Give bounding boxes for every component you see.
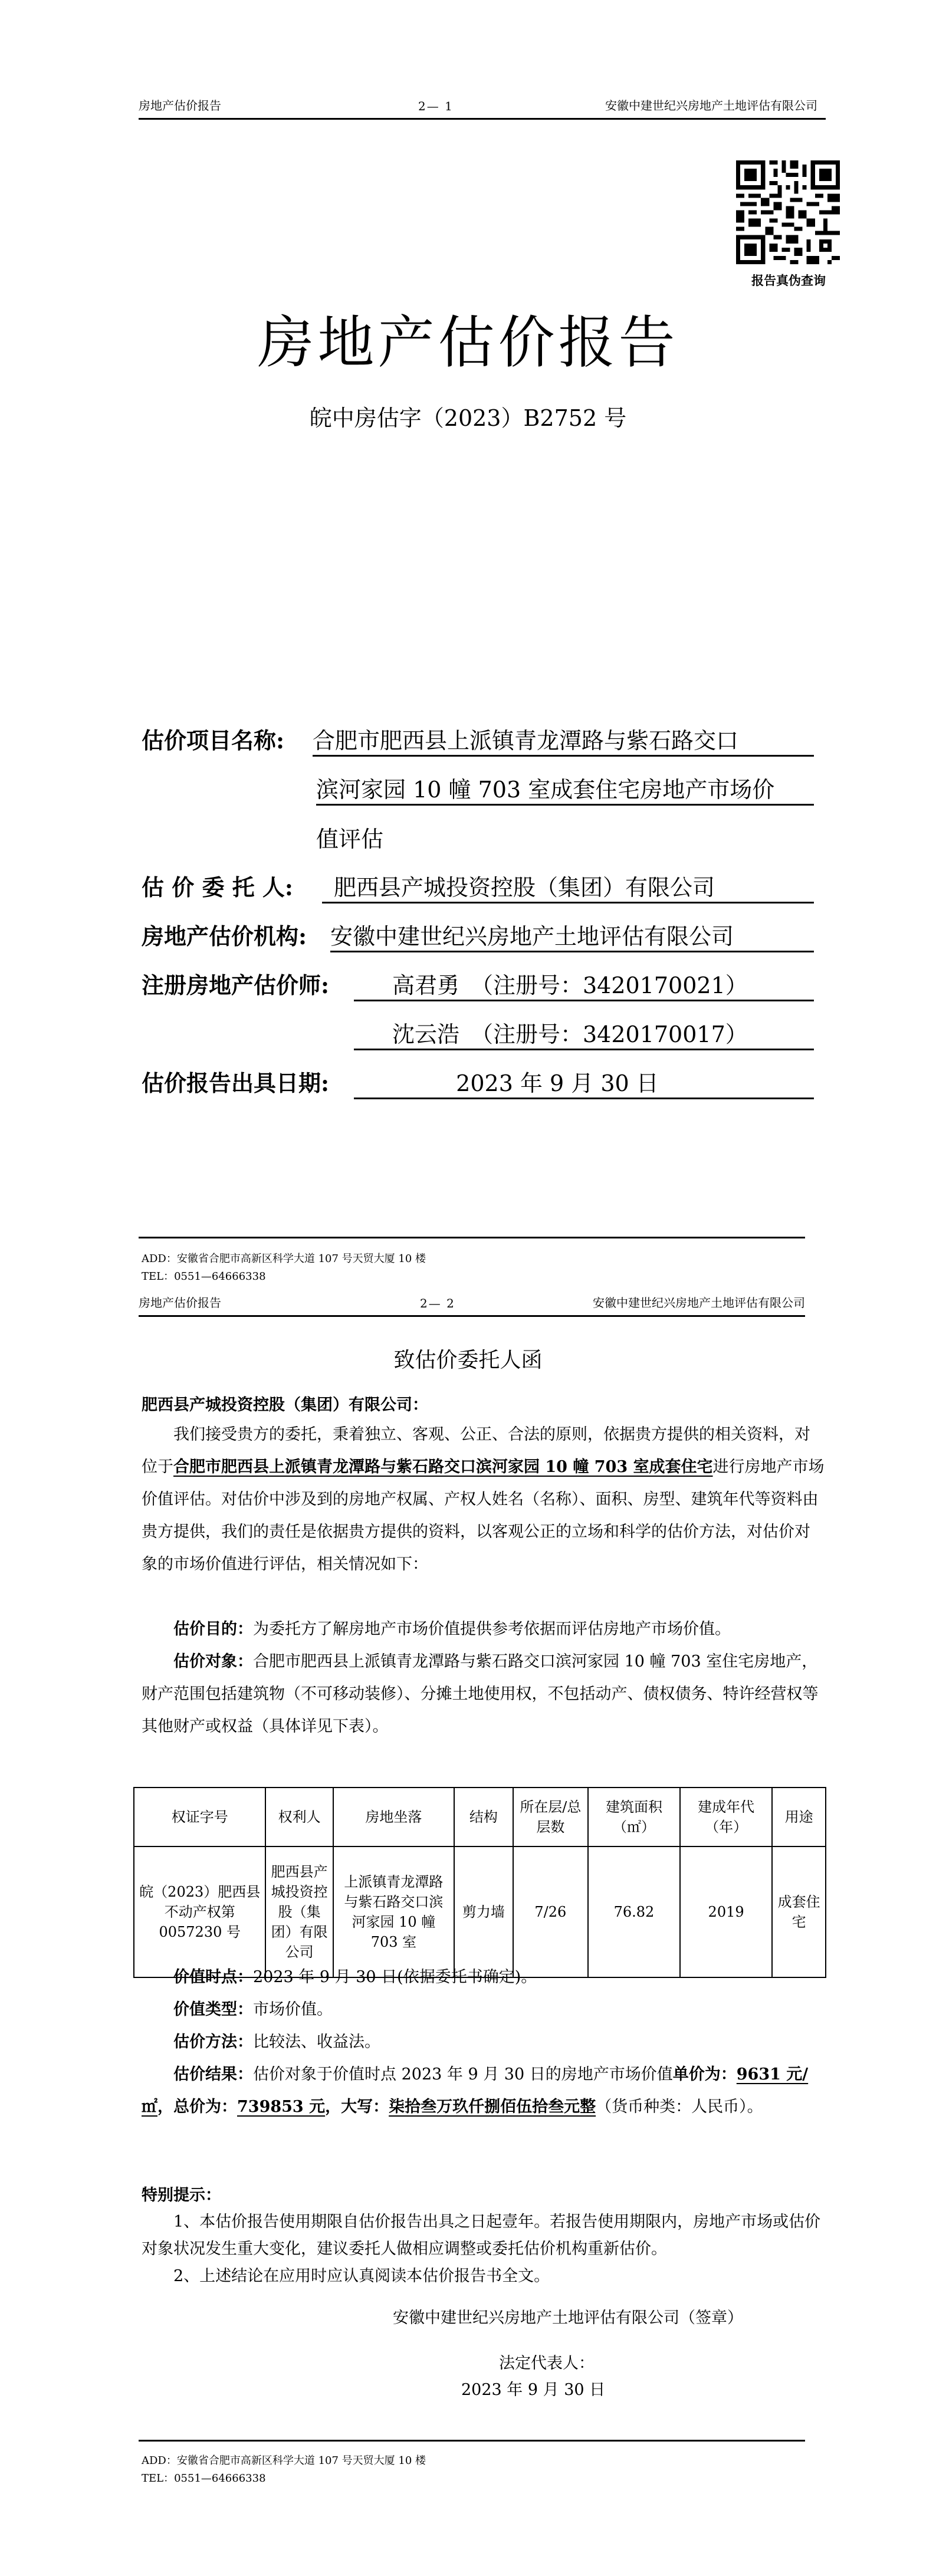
signature-legal-rep: 法定代表人： bbox=[499, 2354, 595, 2373]
project-name-line-2: 滨河家园 10 幢 703 室成套住宅房地产市场价 bbox=[316, 771, 814, 806]
footer-address: ADD：安徽省合肥市高新区科学大道 107 号天贸大厦 10 楼 bbox=[142, 1253, 426, 1265]
header-page-number: 2— 1 bbox=[418, 99, 454, 113]
signature-company: 安徽中建世纪兴房地产土地评估有限公司（签章） bbox=[393, 2309, 743, 2327]
header-company: 安徽中建世纪兴房地产土地评估有限公司 bbox=[605, 98, 817, 113]
cell-usage: 成套住宅 bbox=[772, 1846, 826, 1977]
total-price-label: ，总价为： bbox=[157, 2098, 237, 2116]
property-table bbox=[133, 1787, 826, 1978]
header-report-type: 房地产估价报告 bbox=[139, 1296, 221, 1310]
object-value: 合肥市肥西县上派镇青龙潭路与紫石路交口滨河家园 10 幢 703 室住宅房地产，财产范围包括建筑物（不可移动装修）、分摊土地使用权，不包括动产、债权债务、特许经营权等其他财产或权益（具体详见下表）。 bbox=[142, 1652, 819, 1736]
footer-address: ADD：安徽省合肥市高新区科学大道 107 号天贸大厦 10 楼 bbox=[142, 2455, 426, 2467]
cell-structure: 剪力墙 bbox=[454, 1846, 513, 1977]
col-location: 房地坐落 bbox=[333, 1788, 454, 1846]
result-label: 估价结果： bbox=[173, 2065, 253, 2084]
object-paragraph bbox=[142, 1645, 826, 1743]
client-value: 肥西县产城投资控股（集团）有限公司 bbox=[322, 869, 814, 903]
purpose-value: 为委托方了解房地产市场价值提供参考依据而评估房地产市场价值。 bbox=[253, 1620, 731, 1638]
agency-value: 安徽中建世纪兴房地产土地评估有限公司 bbox=[330, 918, 814, 952]
cell-cert-number: 皖（2023）肥西县不动产权第 0057230 号 bbox=[134, 1846, 265, 1977]
table-row bbox=[134, 1846, 826, 1977]
footer-divider bbox=[139, 1237, 805, 1238]
capital-amount-label: ，大写： bbox=[325, 2098, 389, 2116]
project-name-label: 估价项目名称: bbox=[142, 727, 285, 754]
header-report-type: 房地产估价报告 bbox=[139, 98, 221, 113]
page2-header bbox=[139, 1284, 805, 1317]
cell-owner: 肥西县产城投资控股（集团）有限公司 bbox=[265, 1846, 333, 1977]
report-title: 房地产估价报告 bbox=[257, 310, 679, 376]
currency-note: （货币种类：人民币）。 bbox=[596, 2098, 763, 2116]
footer-tel: TEL：0551—64666338 bbox=[142, 1270, 266, 1283]
special-note-2: 2、上述结论在应用时应认真阅读本估价报告书全文。 bbox=[173, 2267, 550, 2285]
issue-date-field bbox=[142, 1065, 329, 1098]
value-date-paragraph bbox=[142, 1961, 826, 1993]
object-label: 估价对象： bbox=[173, 1652, 253, 1671]
col-structure: 结构 bbox=[454, 1788, 513, 1846]
special-note-1: 1、本估价报告使用期限自估价报告出具之日起壹年。若报告使用期限内，房地产市场或估价对象状况发生重大变化，建议委托人做相应调整或委托估价机构重新估价。 bbox=[142, 2213, 821, 2258]
method-label: 估价方法： bbox=[173, 2033, 253, 2051]
letter-intro bbox=[142, 1418, 826, 1581]
cell-year: 2019 bbox=[680, 1846, 772, 1977]
method-value: 比较法、收益法。 bbox=[253, 2033, 380, 2051]
col-owner: 权利人 bbox=[265, 1788, 333, 1846]
qr-code-icon[interactable] bbox=[736, 160, 840, 264]
purpose-label: 估价目的： bbox=[173, 1620, 253, 1638]
unit-price-value: 9631 元/㎡ bbox=[142, 2065, 809, 2116]
agency-label: 房地产估价机构: bbox=[142, 923, 307, 949]
client-field bbox=[142, 869, 293, 902]
client-label: 估 价 委 托 人: bbox=[142, 874, 293, 901]
header-company: 安徽中建世纪兴房地产土地评估有限公司 bbox=[593, 1296, 805, 1310]
project-name-line-1: 合肥市肥西县上派镇青龙潭路与紫石路交口 bbox=[313, 722, 814, 757]
unit-price-label: 单价为： bbox=[672, 2065, 737, 2084]
value-date-label: 价值时点： bbox=[173, 1968, 253, 1986]
method-paragraph bbox=[142, 2026, 826, 2058]
purpose-paragraph bbox=[142, 1613, 826, 1645]
special-notes-title: 特别提示： bbox=[142, 2186, 221, 2204]
cell-location: 上派镇青龙潭路与紫石路交口滨河家园 10 幢 703 室 bbox=[333, 1846, 454, 1977]
value-type-label: 价值类型： bbox=[173, 2000, 253, 2019]
document-number: 皖中房估字（2023）B2752 号 bbox=[309, 405, 627, 431]
page1-header bbox=[139, 87, 826, 120]
footer-divider bbox=[139, 2440, 805, 2442]
project-name-line-3: 值评估 bbox=[316, 826, 384, 852]
col-cert-number: 权证字号 bbox=[134, 1788, 265, 1846]
value-type-paragraph bbox=[142, 1993, 826, 2026]
appraiser-field bbox=[142, 967, 329, 1000]
result-text: 估价对象于价值时点 2023 年 9 月 30 日的房地产市场价值 bbox=[253, 2065, 673, 2084]
cell-area: 76.82 bbox=[588, 1846, 680, 1977]
value-type-value: 市场价值。 bbox=[253, 2000, 333, 2019]
table-header-row bbox=[134, 1788, 826, 1846]
col-area: 建筑面积（㎡） bbox=[588, 1788, 680, 1846]
capital-amount-value: 柒拾叁万玖仟捌佰伍拾叁元整 bbox=[389, 2098, 596, 2116]
intro-property-address: 合肥市肥西县上派镇青龙潭路与紫石路交口滨河家园 10 幢 703 室成套住宅 bbox=[173, 1458, 713, 1476]
col-year: 建成年代（年） bbox=[680, 1788, 772, 1846]
letter-title: 致估价委托人函 bbox=[393, 1348, 543, 1372]
letter-salutation: 肥西县产城投资控股（集团）有限公司： bbox=[142, 1396, 428, 1414]
appraiser-2: 沈云浩 （注册号：3420170017） bbox=[354, 1016, 814, 1050]
total-price-value: 739853 元 bbox=[237, 2098, 326, 2116]
agency-field bbox=[142, 918, 307, 951]
col-floor: 所在层/总层数 bbox=[513, 1788, 588, 1846]
qr-verify-label: 报告真伪查询 bbox=[751, 273, 826, 288]
cell-floor: 7/26 bbox=[513, 1846, 588, 1977]
issue-date-label: 估价报告出具日期: bbox=[142, 1070, 330, 1096]
value-date-value: 2023 年 9 月 30 日(依据委托书确定)。 bbox=[253, 1968, 537, 1986]
appraiser-1: 高君勇 （注册号：3420170021） bbox=[354, 967, 814, 1001]
footer-tel: TEL：0551—64666338 bbox=[142, 2472, 266, 2485]
header-page-number: 2— 2 bbox=[420, 1296, 455, 1310]
signature-date: 2023 年 9 月 30 日 bbox=[461, 2381, 606, 2399]
col-usage: 用途 bbox=[772, 1788, 826, 1846]
intro-text-1: 我们接受贵方的委托，秉着独立、客观、公正、合法的原则，依据贵方提供的相关资料，对位于 bbox=[142, 1425, 810, 1476]
appraiser-label: 注册房地产估价师: bbox=[142, 972, 330, 998]
issue-date-value: 2023 年 9 月 30 日 bbox=[354, 1065, 814, 1099]
intro-text-2: 进行房地产市场价值评估。对估价中涉及到的房地产权属、产权人姓名（名称）、面积、房型、建筑年代等资料由贵方提供，我们的责任是依据贵方提供的资料，以客观公正的立场和科学的估价方法，对估价对象的市场价值进行评估，相关情况如下： bbox=[142, 1458, 825, 1573]
result-paragraph bbox=[142, 2058, 826, 2123]
project-name-field bbox=[142, 722, 284, 755]
